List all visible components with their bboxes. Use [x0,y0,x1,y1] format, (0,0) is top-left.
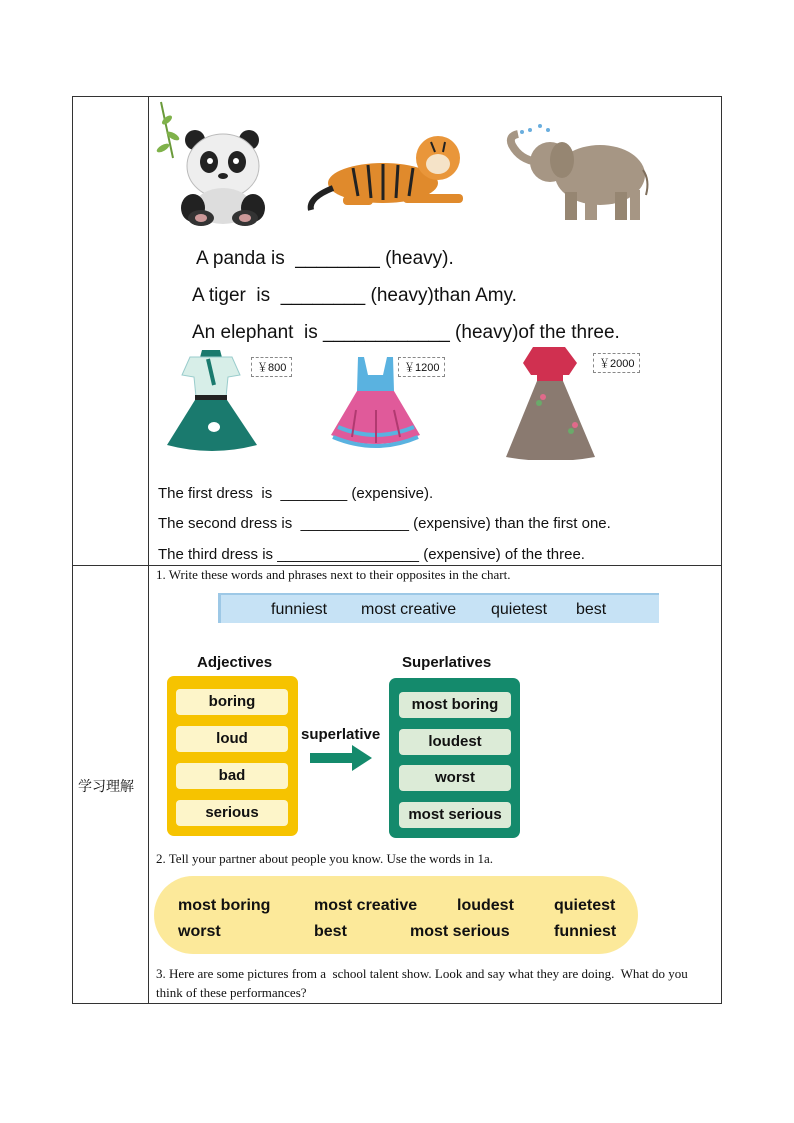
dress-3-image [503,345,598,460]
tiger-image [303,128,473,216]
fill-sentence-panda: A panda is ________ (heavy). [196,248,454,269]
price-tag-3: ￥2000 [593,353,640,373]
word-bank-item: most creative [361,601,457,618]
word-bank-item: funniest [271,601,328,618]
superlative-box: most serious [399,802,511,828]
superlative-box: most boring [399,692,511,718]
section-3-instruction-line1: 3. Here are some pictures from a school talent show. Look and say what they are doing. What do you [156,966,688,981]
fill-sentence-tiger: A tiger is ________ (heavy)than Amy. [192,285,517,306]
table-col-divider [148,96,149,1004]
pill-word: funniest [554,923,617,940]
adjective-box: bad [176,763,288,789]
row-label: 学习理解 [78,779,134,795]
word-bank-item: quietest [491,601,548,618]
table-row-divider [72,565,722,566]
panda-image [153,98,268,228]
right-arrow-icon [310,745,372,771]
pill-word: most serious [410,923,510,940]
section-1-instruction: 1. Write these words and phrases next to their opposites in the chart. [156,567,511,582]
adjective-box: serious [176,800,288,826]
price-tag-1: ￥800 [251,357,292,377]
pill-word: most boring [178,897,271,914]
fill-sentence-dress-2: The second dress is _____________ (expensive) than the first one. [158,515,611,532]
elephant-image [500,120,655,225]
word-pill [154,876,638,954]
fill-sentence-elephant: An elephant is ____________ (heavy)of the three. [192,322,620,343]
pill-word: worst [178,923,221,940]
section-2-instruction: 2. Tell your partner about people you know. Use the words in 1a. [156,851,494,866]
table-border-top [72,96,722,97]
word-bank-item: best [576,601,607,618]
pill-word: best [314,923,347,940]
pill-word: most creative [314,897,418,914]
fill-sentence-dress-3: The third dress is _________________ (expensive) of the three. [158,546,585,563]
fill-sentence-dress-1: The first dress is ________ (expensive). [158,485,434,502]
superlatives-title: Superlatives [402,654,492,671]
adjectives-title: Adjectives [197,654,273,671]
arrow-label: superlative [301,726,381,743]
pill-word: quietest [554,897,616,914]
table-border-right [721,96,722,1004]
price-tag-2: ￥1200 [398,357,445,377]
superlative-box: loudest [399,729,511,755]
dress-1-image [162,345,262,457]
word-bank [218,593,659,623]
adjective-box: boring [176,689,288,715]
pill-word: loudest [457,897,514,914]
table-border-left [72,96,73,1004]
superlative-box: worst [399,765,511,791]
table-border-bottom [72,1003,722,1004]
section-3-instruction-line2: think of these performances? [156,985,307,1000]
adjective-box: loud [176,726,288,752]
